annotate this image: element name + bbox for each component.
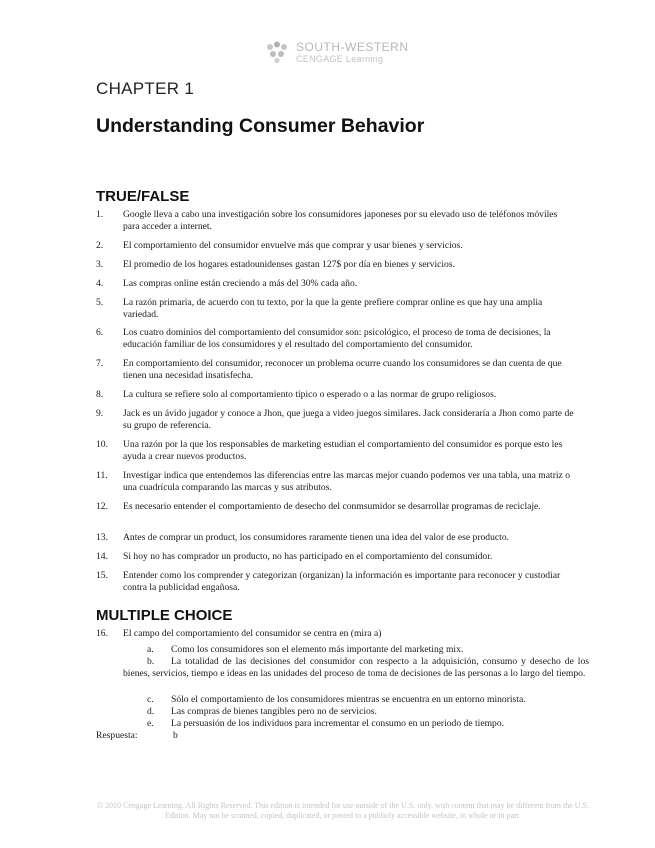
question-item: [96, 327, 576, 351]
question-text: El promedio de los hogares estadounidenses gastan 127$ por día en bienes y servicios.: [123, 259, 455, 270]
option-text: Las compras de bienes tangibles pero no de servicios.: [171, 706, 377, 717]
publisher-logo: [266, 40, 426, 66]
question-number: 1.: [96, 209, 104, 220]
question-item: [96, 532, 576, 544]
question-number: 13.: [96, 532, 108, 543]
question-text: Jack es un ávido jugador y conoce a Jhon, que juega a video juegos similares. Jack consideraría a Jhon como parte de su grupo de referencia.: [123, 408, 574, 431]
question-text: Si hoy no has comprador un producto, no has participado en el comportamiento del consumidor.: [123, 551, 493, 562]
option-letter: e.: [147, 718, 154, 729]
question-number: 14.: [96, 551, 108, 562]
question-number: 7.: [96, 358, 104, 369]
option-letter: c.: [147, 694, 154, 705]
option-text: Como los consumidores son el elemento más importante del marketing mix.: [171, 644, 464, 655]
question-number: 11.: [96, 470, 108, 481]
answer-value: b: [173, 730, 178, 741]
answer-key: [96, 730, 178, 742]
question-number: 6.: [96, 327, 104, 338]
question-text: Google lleva a cabo una investigación sobre los consumidores japoneses por su elevado uso de teléfonos móviles para acceder a internet.: [123, 209, 558, 232]
multiple-choice-heading: MULTIPLE CHOICE: [96, 607, 233, 624]
question-item: [96, 628, 576, 640]
question-text: La razón primaria, de acuerdo con tu texto, por la que la gente prefiere comprar online es que hay una amplia variedad.: [123, 297, 543, 320]
chapter-label: CHAPTER 1: [96, 79, 195, 98]
answer-label: Respuesta:: [96, 730, 138, 741]
true-false-heading: TRUE/FALSE: [96, 188, 190, 205]
question-item: [96, 259, 576, 271]
question-text: El campo del comportamiento del consumidor se centra en (mira a): [123, 628, 382, 639]
question-number: 8.: [96, 389, 104, 400]
answer-option-a: [123, 644, 589, 656]
logo-line-2: CENGAGE Learning: [296, 54, 384, 64]
option-letter: d.: [147, 706, 155, 717]
question-item: [96, 278, 576, 290]
question-item: [96, 297, 576, 321]
question-number: 3.: [96, 259, 104, 270]
question-text: La cultura se refiere solo al comportamiento típico o esperado o a las normar de grupo religiosos.: [123, 389, 497, 400]
question-item: [96, 570, 576, 594]
answer-option-e: [123, 718, 589, 730]
question-item: [96, 501, 576, 513]
question-text: Antes de comprar un product, los consumidores raramente tienen una idea del valor de ese producto.: [123, 532, 510, 543]
question-item: [96, 389, 576, 401]
question-text: Entender como los comprender y categorizan (organizan) la información es importante para reconocer y custodiar contra la publicidad engañosa.: [123, 570, 561, 593]
question-item: [96, 439, 576, 463]
question-text: Investigar indica que entendemos las diferencias entre las marcas mejor cuando podemos ver una tabla, una matriz o una cuadrícula comparando las marcas y sus atributos.: [123, 470, 571, 493]
option-letter: b.: [147, 656, 155, 667]
copyright-footer: © 2010 Cengage Learning. All Rights Reserved. This edition is intended for use outside of the U.S. only, with content that may be different from the U.S. Edition. May not be scanned, copied, duplicated, or posted to a publicly accessible website, in whole or in part.: [96, 801, 590, 820]
answer-option-b: [123, 656, 589, 680]
option-letter: a.: [147, 644, 154, 655]
question-item: [96, 358, 576, 382]
option-text: La persuasión de los individuos para incrementar el consumo en un periodo de tiempo.: [171, 718, 505, 729]
answer-option-d: [123, 706, 589, 718]
question-text: Es necesario entender el comportamiento de desecho del conmsumidor se desarrollar programas de reciclaje.: [123, 501, 541, 512]
logo-line-1: SOUTH-WESTERN: [296, 40, 409, 54]
question-number: 2.: [96, 240, 104, 251]
question-item: [96, 240, 576, 252]
question-text: En comportamiento del consumidor, reconocer un problema ocurre cuando los consumidores se dan cuenta de que tienen una necesidad insatisfecha.: [123, 358, 562, 381]
question-number: 4.: [96, 278, 104, 289]
question-number: 9.: [96, 408, 104, 419]
question-number: 16.: [96, 628, 108, 639]
answer-option-c: [123, 694, 589, 706]
question-text: El comportamiento del consumidor envuelve más que comprar y usar bienes y servicios.: [123, 240, 463, 251]
question-item: [96, 551, 576, 563]
chapter-title: Understanding Consumer Behavior: [96, 115, 425, 137]
question-item: [96, 470, 576, 494]
question-number: 15.: [96, 570, 108, 581]
question-text: Los cuatro dominios del comportamiento del consumidor son: psicológico, el proceso de toma de decisiones, la educación familiar de los consumidores y el resultado del comportamiento del consumidor.: [123, 327, 551, 350]
option-text: La totalidad de las decisiones del consumidor con respecto a la adquisición, consumo y desecho de los bienes, servicios, tiempo e ideas en las unidades del proceso de toma de decisiones de las personas a lo largo del tiempo.: [123, 656, 589, 679]
question-item: [96, 408, 576, 432]
cengage-mark-icon: [266, 41, 288, 63]
question-item: [96, 209, 576, 233]
option-text: Sólo el comportamiento de los consumidores mientras se encuentra en un entorno minorista.: [171, 694, 526, 705]
question-number: 12.: [96, 501, 108, 512]
question-number: 5.: [96, 297, 104, 308]
question-text: Una razón por la que los responsables de marketing estudian el comportamiento del consumidor es porque esto les ayuda a crear nuevos productos.: [123, 439, 563, 462]
question-text: Las compras online están creciendo a más del 30% cada año.: [123, 278, 358, 289]
question-number: 10.: [96, 439, 108, 450]
